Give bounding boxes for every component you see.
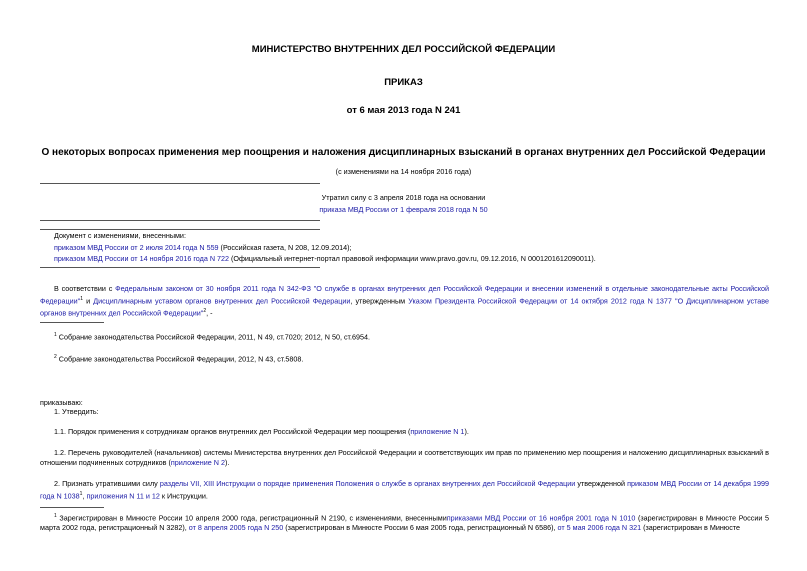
amendment-source: (Российская газета, N 208, 12.09.2014);	[218, 243, 352, 252]
item-1-2	[40, 448, 769, 468]
footnote-text: Собрание законодательства Российской Федерации, 2011, N 49, ст.7020; 2012, N 50, ст.6954.	[56, 332, 371, 342]
federal-law-link[interactable]: Федеральным законом от 30 ноября 2011 года N 342-ФЗ "О службе в органах внутренних дел Российской Федерации и внесении изменений в отдельные законодательные акты Российской Федерации"	[40, 284, 769, 306]
disciplinary-charter-link[interactable]: Дисциплинарным уставом органов внутренних дел Российской Федерации	[93, 296, 351, 306]
preamble-paragraph	[40, 284, 769, 319]
doc-type-heading: ПРИКАЗ	[384, 77, 423, 88]
footnote-ref: 1	[80, 296, 83, 302]
amendment-link[interactable]: приказом МВД России от 2 июля 2014 года N 559	[54, 243, 219, 252]
order-1038-link[interactable]: приказом МВД России от 14 декабря 1999 года N 1038	[40, 479, 770, 501]
orders-link[interactable]: приказами МВД России от 16 ноября 2001 года N 1010	[446, 513, 636, 523]
preamble-text: и	[82, 296, 94, 306]
footnote-text: (зарегистрирован в Минюсте России 5 марта 2002 года, регистрационный N 3282),	[40, 513, 770, 533]
document-title: О некоторых вопросах применения мер поощрения и наложения дисциплинарных взысканий в органах внутренних дел Российской Федерации	[41, 147, 766, 158]
item-text: ).	[224, 458, 230, 467]
preamble-text: , утвержденным	[350, 296, 409, 306]
footnote-text: (зарегистрирован в Минюсте	[641, 523, 740, 533]
divider	[40, 220, 320, 221]
preamble-text: , -	[206, 308, 213, 318]
item-text: 2. Признать утратившими силу	[54, 479, 158, 488]
amendments-intro: Документ с изменениями, внесенными:	[54, 231, 186, 240]
footnote-divider	[40, 322, 104, 323]
instruction-sections-link[interactable]: разделы VII, XIII Инструкции о порядке применения Положения о службе в органах внутренних дел Российской Федерации	[159, 479, 576, 488]
item-2	[40, 479, 769, 501]
footnote-mark: 1	[54, 513, 57, 519]
amended-note: (с изменениями на 14 ноября 2016 года)	[335, 167, 472, 176]
footnote	[54, 352, 303, 364]
footnote	[40, 511, 769, 533]
order-321-link[interactable]: от 5 мая 2006 года N 321	[557, 523, 642, 533]
item-text: 1.2. Перечень руководителей (начальников) системы Министерства внутренних дел Российской Федерации и соответствующих им прав по применению мер поощрения и наложению дисциплинарных взысканий в отношении подчиненных сотрудников (	[40, 448, 769, 467]
item-text: ,	[82, 491, 87, 501]
amendment-link[interactable]: приказом МВД России от 14 ноября 2016 года N 722	[54, 254, 230, 263]
footnote-mark: 1	[54, 332, 57, 338]
order-word: приказываю:	[40, 398, 83, 407]
footnote-divider	[40, 507, 104, 508]
item-1-1	[54, 427, 469, 437]
footnote-ref: 2	[203, 308, 207, 315]
footnote-text: Зарегистрирован в Минюсте России 10 апреля 2000 года, регистрационный N 2190, с изменениями, внесенными	[56, 513, 447, 523]
invalid-notice-link[interactable]: приказа МВД России от 1 февраля 2018 года N 50	[319, 205, 488, 214]
item-text: ).	[464, 427, 469, 436]
item-text: 1.1. Порядок применения к сотрудникам органов внутренних дел Российской Федерации мер поощрения (	[54, 427, 411, 436]
item-1: 1. Утвердить:	[54, 407, 99, 416]
footnote-text: (зарегистрирован в Минюсте России 6 мая 2005 года, регистрационный N 6586),	[283, 523, 558, 533]
date-number-heading: от 6 мая 2013 года N 241	[346, 105, 461, 116]
appendix-1-link[interactable]: приложение N 1	[410, 427, 465, 436]
footnote-ref: 1	[79, 491, 83, 497]
divider	[40, 183, 320, 184]
ministry-heading: МИНИСТЕРСТВО ВНУТРЕННИХ ДЕЛ РОССИЙСКОЙ ФЕДЕРАЦИИ	[251, 44, 556, 55]
amendment-item	[54, 254, 596, 264]
invalid-notice: Утратил силу с 3 апреля 2018 года на основании	[321, 193, 486, 202]
appendix-2-link[interactable]: приложение N 2	[170, 458, 225, 467]
appendices-link[interactable]: приложения N 11 и 12	[86, 491, 160, 501]
amendment-source: (Официальный интернет-портал правовой информации www.pravo.gov.ru, 09.12.2016, N 0001201612090011).	[229, 254, 596, 263]
footnote	[54, 330, 370, 342]
item-text: к Инструкции.	[159, 491, 208, 501]
divider	[40, 267, 320, 268]
preamble-text: В соответствии с	[54, 284, 116, 293]
divider	[40, 229, 320, 230]
item-text: утвержденной	[575, 479, 628, 488]
footnote-mark: 2	[54, 354, 57, 360]
presidential-decree-link[interactable]: Указом Президента Российской Федерации от 14 октября 2012 года N 1377 "О Дисциплинарном уставе органов внутренних дел Российской Федерации"	[40, 296, 770, 318]
order-250-link[interactable]: от 8 апреля 2005 года N 250	[188, 523, 284, 533]
amendment-item	[54, 243, 352, 253]
footnote-text: Собрание законодательства Российской Федерации, 2012, N 43, ст.5808.	[56, 354, 304, 364]
